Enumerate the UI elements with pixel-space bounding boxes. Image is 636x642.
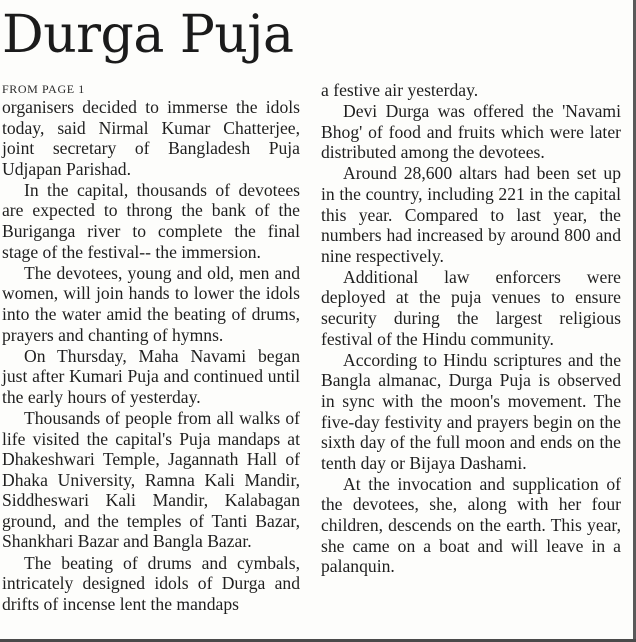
headline: Durga Puja [2, 5, 294, 65]
paragraph: The beating of drums and cymbals, intricately designed idols of Durga and drifts of incense lent the mandaps [2, 552, 300, 614]
paragraph: organisers decided to immerse the idols today, said Nirmal Kumar Chatterjee, joint secretary of Bangladesh Puja Udjapan Parishad. [2, 97, 300, 179]
article-column-right [321, 80, 621, 577]
paragraph: Around 28,600 altars had been set up in the country, including 221 in the capital this year. Compared to last year, the numbers had increased by around 800 and nine respectively. [321, 163, 621, 266]
paragraph: According to Hindu scriptures and the Bangla almanac, Durga Puja is observed in sync with the moon's movement. The five-day festivity and prayers begin on the sixth day of the full moon and ends on the tenth day or Bijaya Dashami. [321, 349, 621, 473]
paragraph: a festive air yesterday. [321, 80, 479, 100]
continuation-label: FROM PAGE 1 [2, 82, 85, 96]
paragraph: The devotees, young and old, men and women, will join hands to lower the idols into the water amid the beating of drums, prayers and chanting of hymns. [2, 262, 300, 345]
paragraph: At the invocation and supplication of the devotees, she, along with her four children, descends on the earth. This year, she came on a boat and will leave in a palanquin. [321, 473, 621, 577]
paragraph: In the capital, thousands of devotees are expected to throng the bank of the Buriganga river to complete the final stage of the festival-- the immersion. [2, 179, 300, 262]
paragraph: Thousands of people from all walks of life visited the capital's Puja mandaps at Dhakeshwari Temple, Jagannath Hall of Dhaka University, Ramna Kali Mandir, Siddheswari Kali Mandir, Kalabagan ground, and the temples of Tanti Bazar, Shankhari Bazar and Bangla Bazar. [2, 407, 300, 552]
paragraph: Devi Durga was offered the 'Navami Bhog' of food and fruits which were later distributed among the devotees. [321, 101, 621, 163]
paragraph: On Thursday, Maha Navami began just after Kumari Puja and continued until the early hours of yesterday. [2, 345, 300, 407]
paragraph: Additional law enforcers were deployed at the puja venues to ensure security during the largest religious festival of the Hindu community. [321, 266, 621, 349]
article-column-left [2, 82, 300, 614]
